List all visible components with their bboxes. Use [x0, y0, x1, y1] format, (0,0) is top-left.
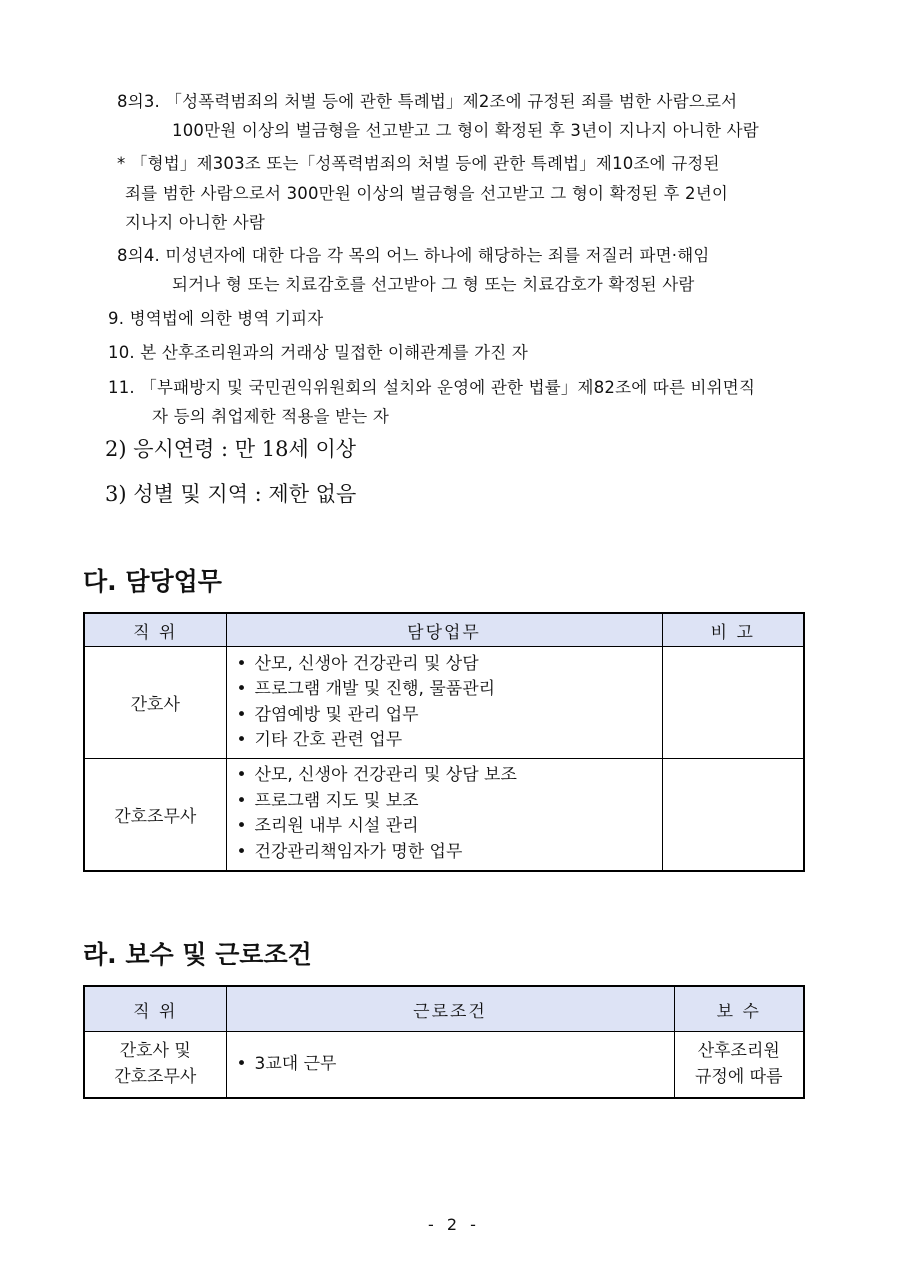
list-item: • 프로그램 지도 및 보조 [237, 789, 662, 815]
pay-position-line2: 간호조무사 [114, 1067, 197, 1088]
clause-8-4-line1: 8의4. 미성년자에 대한 다음 각 목의 어느 하나에 해당하는 죄를 저질러 파면·해임 [117, 246, 710, 265]
page-number: - 2 - [428, 1215, 480, 1234]
table-row [84, 759, 804, 871]
requirement-age: 2) 응시연령 : 만 18세 이상 [105, 437, 357, 461]
duties-position-nurse: 간호사 [84, 647, 226, 759]
note-line3: 지나지 아니한 사람 [125, 213, 266, 232]
clause-9: 9. 병역법에 의한 병역 기피자 [108, 309, 324, 328]
clause-11-line2: 자 등의 취업제한 적용을 받는 자 [152, 407, 390, 426]
pay-header-position: 직 위 [84, 986, 226, 1032]
pay-header-pay: 보 수 [674, 986, 804, 1032]
duties-header-row [84, 613, 804, 647]
list-item: • 산모, 신생아 건강관리 및 상담 [237, 652, 662, 678]
duties-heading: 다. 담당업무 [83, 567, 222, 596]
duties-header-tasks: 담당업무 [226, 613, 662, 647]
pay-amount-line1: 산후조리원 [697, 1041, 780, 1062]
clause-11-line1: 11. 「부패방지 및 국민권익위원회의 설치와 운영에 관한 법률」제82조에 따른 비위면직 [108, 378, 756, 397]
pay-table [83, 985, 805, 1099]
pay-header-row [84, 986, 804, 1032]
pay-amount-line2: 규정에 따름 [694, 1067, 783, 1088]
list-item: • 프로그램 개발 및 진행, 물품관리 [237, 677, 662, 703]
duties-tasks-cell [226, 647, 662, 759]
duties-note-cell [662, 647, 804, 759]
list-item: • 조리원 내부 시설 관리 [237, 814, 662, 840]
note-line2: 죄를 범한 사람으로서 300만원 이상의 벌금형을 선고받고 그 형이 확정된 후 2년이 [125, 184, 728, 203]
note-line1: * 「형법」제303조 또는「성폭력범죄의 처벌 등에 관한 특례법」제10조에 규정된 [117, 154, 720, 173]
duties-tasks-cell [226, 759, 662, 871]
clause-8-3-line1: 8의3. 「성폭력범죄의 처벌 등에 관한 특례법」제2조에 규정된 죄를 범한 사람으로서 [117, 92, 738, 111]
pay-position-cell [84, 1032, 226, 1098]
table-row [84, 1032, 804, 1098]
pay-amount-cell [674, 1032, 804, 1098]
duties-header-note: 비 고 [662, 613, 804, 647]
list-item: • 산모, 신생아 건강관리 및 상담 보조 [237, 763, 662, 789]
list-item: • 기타 간호 관련 업무 [237, 728, 662, 754]
pay-header-condition: 근로조건 [226, 986, 674, 1032]
clause-8-3-line2: 100만원 이상의 벌금형을 선고받고 그 형이 확정된 후 3년이 지나지 아니한 사람 [172, 121, 759, 140]
duties-header-position: 직 위 [84, 613, 226, 647]
list-item: • 감염예방 및 관리 업무 [237, 703, 662, 729]
pay-position-line1: 간호사 및 [119, 1041, 191, 1062]
pay-condition-cell [226, 1032, 674, 1098]
requirement-gender-region: 3) 성별 및 지역 : 제한 없음 [105, 482, 357, 506]
list-item: • 3교대 근무 [237, 1052, 674, 1078]
duties-table [83, 612, 805, 872]
list-item: • 건강관리책임자가 명한 업무 [237, 840, 662, 866]
duties-note-cell [662, 759, 804, 871]
pay-heading: 라. 보수 및 근로조건 [83, 940, 312, 969]
duties-position-nurse-aide: 간호조무사 [84, 759, 226, 871]
table-row [84, 647, 804, 759]
clause-8-4-line2: 되거나 형 또는 치료감호를 선고받아 그 형 또는 치료감호가 확정된 사람 [172, 275, 695, 294]
clause-10: 10. 본 산후조리원과의 거래상 밀접한 이해관계를 가진 자 [108, 343, 529, 362]
